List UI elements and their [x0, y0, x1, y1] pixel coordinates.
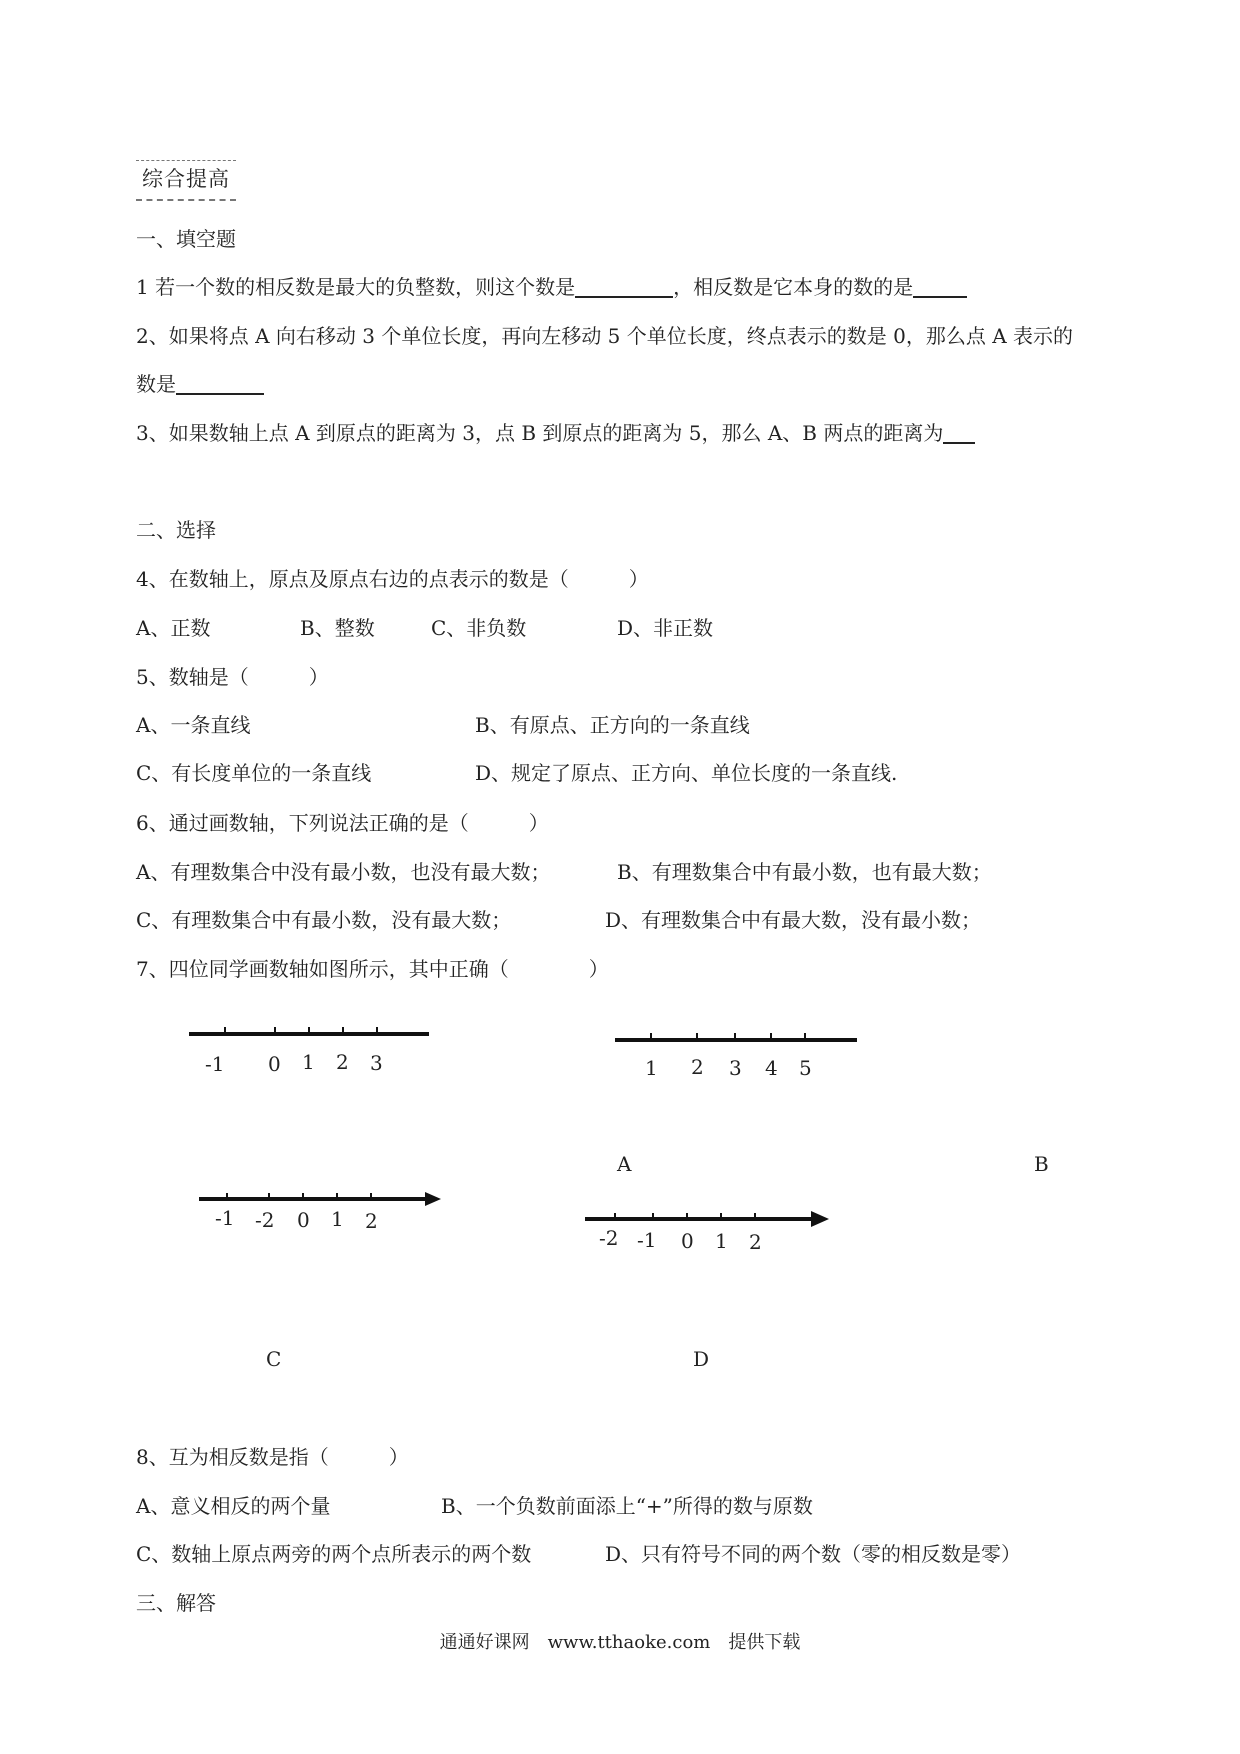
q5-option-a[interactable]: A、一条直线 [136, 713, 251, 737]
axis-arrow-icon [811, 1211, 829, 1227]
page-footer: 通通好课网 www.tthaoke.com 提供下载 [439, 1632, 801, 1653]
section-heading-answer: 三、解答 [136, 1591, 216, 1615]
number-line-figure-c[interactable] [193, 1172, 447, 1248]
axis-arrow-icon [425, 1192, 441, 1206]
axis-tick-label: 5 [799, 1056, 812, 1080]
section-title: 综合提高 [136, 160, 236, 201]
number-line-figure-d[interactable] [567, 1190, 835, 1262]
axis-tick-label: 2 [336, 1050, 349, 1074]
q5-option-b[interactable]: B、有原点、正方向的一条直线 [475, 713, 750, 737]
q8-option-c[interactable]: C、数轴上原点两旁的两个点所表示的两个数 [136, 1542, 532, 1566]
axis-tick-label: 4 [765, 1056, 778, 1080]
answer-blank[interactable] [176, 373, 264, 395]
section-heading-fill: 一、填空题 [136, 227, 236, 251]
question-1-part-a: 1 若一个数的相反数是最大的负整数，则这个数是 [136, 275, 576, 299]
axis-tick-label: 0 [297, 1208, 310, 1232]
question-3-text: 3、如果数轴上点 A 到原点的距离为 3，点 B 到原点的距离为 5，那么 A、B 两点的距离为 [136, 421, 944, 445]
q6-option-c[interactable]: C、有理数集合中有最小数，没有最大数； [136, 908, 512, 932]
question-4: 4、在数轴上，原点及原点右边的点表示的数是（ ） [136, 567, 649, 591]
q4-option-d[interactable]: D、非正数 [617, 616, 714, 640]
figure-caption-a: A [617, 1152, 632, 1176]
axis-tick-label: 1 [331, 1207, 344, 1231]
axis-tick-label: 3 [370, 1051, 383, 1075]
q5-option-c[interactable]: C、有长度单位的一条直线 [136, 761, 372, 785]
axis-tick-label: 2 [691, 1055, 704, 1079]
axis-tick-label: -2 [599, 1226, 619, 1250]
question-1-part-b: ，相反数是它本身的数的是 [673, 275, 914, 299]
q6-option-d[interactable]: D、有理数集合中有最大数，没有最小数； [605, 908, 982, 932]
q5-option-d[interactable]: D、规定了原点、正方向、单位长度的一条直线. [475, 761, 898, 785]
axis-tick-label: 2 [365, 1209, 378, 1233]
axis-tick-label: 1 [302, 1050, 315, 1074]
question-1 [136, 274, 967, 300]
question-6: 6、通过画数轴，下列说法正确的是（ ） [136, 811, 549, 835]
axis-tick-label: -1 [637, 1228, 657, 1252]
answer-blank[interactable] [943, 422, 975, 444]
question-2-cont [136, 371, 264, 397]
question-7: 7、四位同学画数轴如图所示，其中正确（ ） [136, 957, 609, 981]
axis-tick-label: 0 [681, 1229, 694, 1253]
q8-option-d[interactable]: D、只有符号不同的两个数（零的相反数是零） [605, 1542, 1022, 1566]
q6-option-b[interactable]: B、有理数集合中有最小数，也有最大数； [617, 860, 992, 884]
number-line-figure-a[interactable] [173, 1010, 441, 1085]
question-2-part-b: 数是 [136, 372, 176, 396]
q8-option-b[interactable]: B、一个负数前面添上“+”所得的数与原数 [441, 1494, 813, 1518]
q4-option-c[interactable]: C、非负数 [431, 616, 527, 640]
figure-caption-c: C [266, 1347, 282, 1371]
question-8: 8、互为相反数是指（ ） [136, 1445, 409, 1469]
axis-tick-label: 3 [729, 1056, 742, 1080]
number-line-figure-b[interactable] [605, 1010, 873, 1085]
answer-blank[interactable] [913, 276, 967, 298]
question-3 [136, 420, 975, 446]
question-5: 5、数轴是（ ） [136, 665, 329, 689]
axis-tick-label: 0 [268, 1052, 281, 1076]
question-2: 2、如果将点 A 向右移动 3 个单位长度，再向左移动 5 个单位长度，终点表示的数是 0，那么点 A 表示的 [136, 324, 1074, 348]
figure-caption-d: D [693, 1347, 710, 1371]
axis-tick-label: 2 [749, 1230, 762, 1254]
section-heading-choice: 二、选择 [136, 518, 216, 542]
answer-blank[interactable] [575, 276, 673, 298]
figure-caption-b: B [1034, 1152, 1049, 1176]
axis-tick-label: -1 [215, 1206, 235, 1230]
q6-option-a[interactable]: A、有理数集合中没有最小数，也没有最大数； [136, 860, 551, 884]
q4-option-a[interactable]: A、正数 [136, 616, 211, 640]
q4-option-b[interactable]: B、整数 [300, 616, 375, 640]
axis-tick-label: 1 [715, 1229, 728, 1253]
axis-tick-label: -2 [255, 1208, 275, 1232]
axis-tick-label: 1 [645, 1056, 658, 1080]
axis-tick-label: -1 [205, 1052, 225, 1076]
q8-option-a[interactable]: A、意义相反的两个量 [136, 1494, 331, 1518]
